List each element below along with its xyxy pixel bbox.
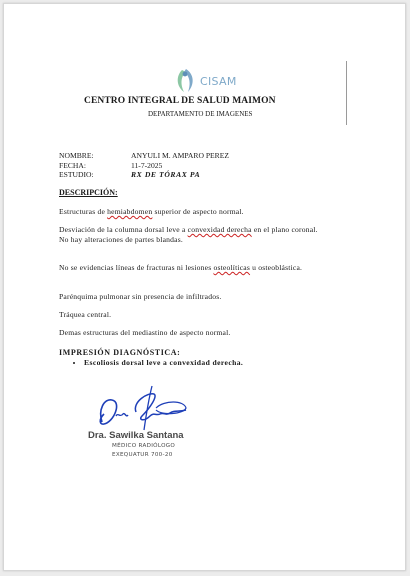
finding-lungs: Parénquima pulmonar sin presencia de infiltrados. xyxy=(59,292,222,301)
spellcheck-word: hemiabdomen xyxy=(107,207,153,216)
impression-list xyxy=(64,358,243,367)
logo-wordmark: CISAM xyxy=(200,75,237,88)
description-heading: DESCRIPCIÓN: xyxy=(59,188,118,197)
department-title: DEPARTAMENTO DE IMAGENES xyxy=(148,110,253,118)
finding-text: superior de aspecto normal. xyxy=(152,207,244,216)
study-row xyxy=(59,170,229,180)
finding-mediastinum: Demas estructuras del mediastino de aspecto normal. xyxy=(59,328,231,337)
date-value: 11-7-2025 xyxy=(131,160,163,170)
finding-text: en el plano coronal. xyxy=(251,225,318,234)
finding-spine xyxy=(59,225,351,244)
signer-role: MÉDICO RADIÓLOGO xyxy=(112,443,176,449)
name-row xyxy=(59,151,229,161)
signer-license: EXEQUATUR 700-20 xyxy=(112,452,173,458)
date-label: FECHA: xyxy=(59,160,87,170)
name-label: NOMBRE: xyxy=(59,151,94,160)
patient-info xyxy=(59,151,229,180)
spellcheck-word: convexidad derecha xyxy=(187,225,252,234)
organization-title: CENTRO INTEGRAL DE SALUD MAIMON xyxy=(84,96,276,106)
finding-text: u osteoblástica. xyxy=(250,263,303,272)
signer-name: Dra. Sawilka Santana xyxy=(88,430,184,441)
study-value: RX DE TÓRAX PA xyxy=(131,170,201,180)
vertical-divider xyxy=(346,61,347,125)
finding-bones xyxy=(59,263,351,273)
finding-text: Estructuras de xyxy=(59,207,108,216)
finding-abdomen xyxy=(59,207,351,217)
date-row xyxy=(59,161,229,171)
document-page xyxy=(3,3,406,571)
cisam-logo xyxy=(170,66,240,100)
impression-heading: IMPRESIÓN DIAGNÓSTICA: xyxy=(59,348,181,357)
impression-item: • Escoliosis dorsal leve a convexidad derecha. xyxy=(84,358,243,367)
handwritten-signature xyxy=(92,382,192,434)
finding-trachea: Tráquea central. xyxy=(59,310,112,319)
finding-text: No hay alteraciones de partes blandas. xyxy=(59,234,183,244)
finding-text: Desviación de la columna dorsal leve a xyxy=(59,225,188,234)
name-value: ANYULI M. AMPARO PEREZ xyxy=(131,151,230,160)
spellcheck-word: osteolíticas xyxy=(213,263,251,272)
logo-emblem-icon xyxy=(170,66,200,96)
study-label: ESTUDIO: xyxy=(59,170,94,180)
finding-text: No se evidencias líneas de fracturas ni lesiones xyxy=(59,263,214,272)
